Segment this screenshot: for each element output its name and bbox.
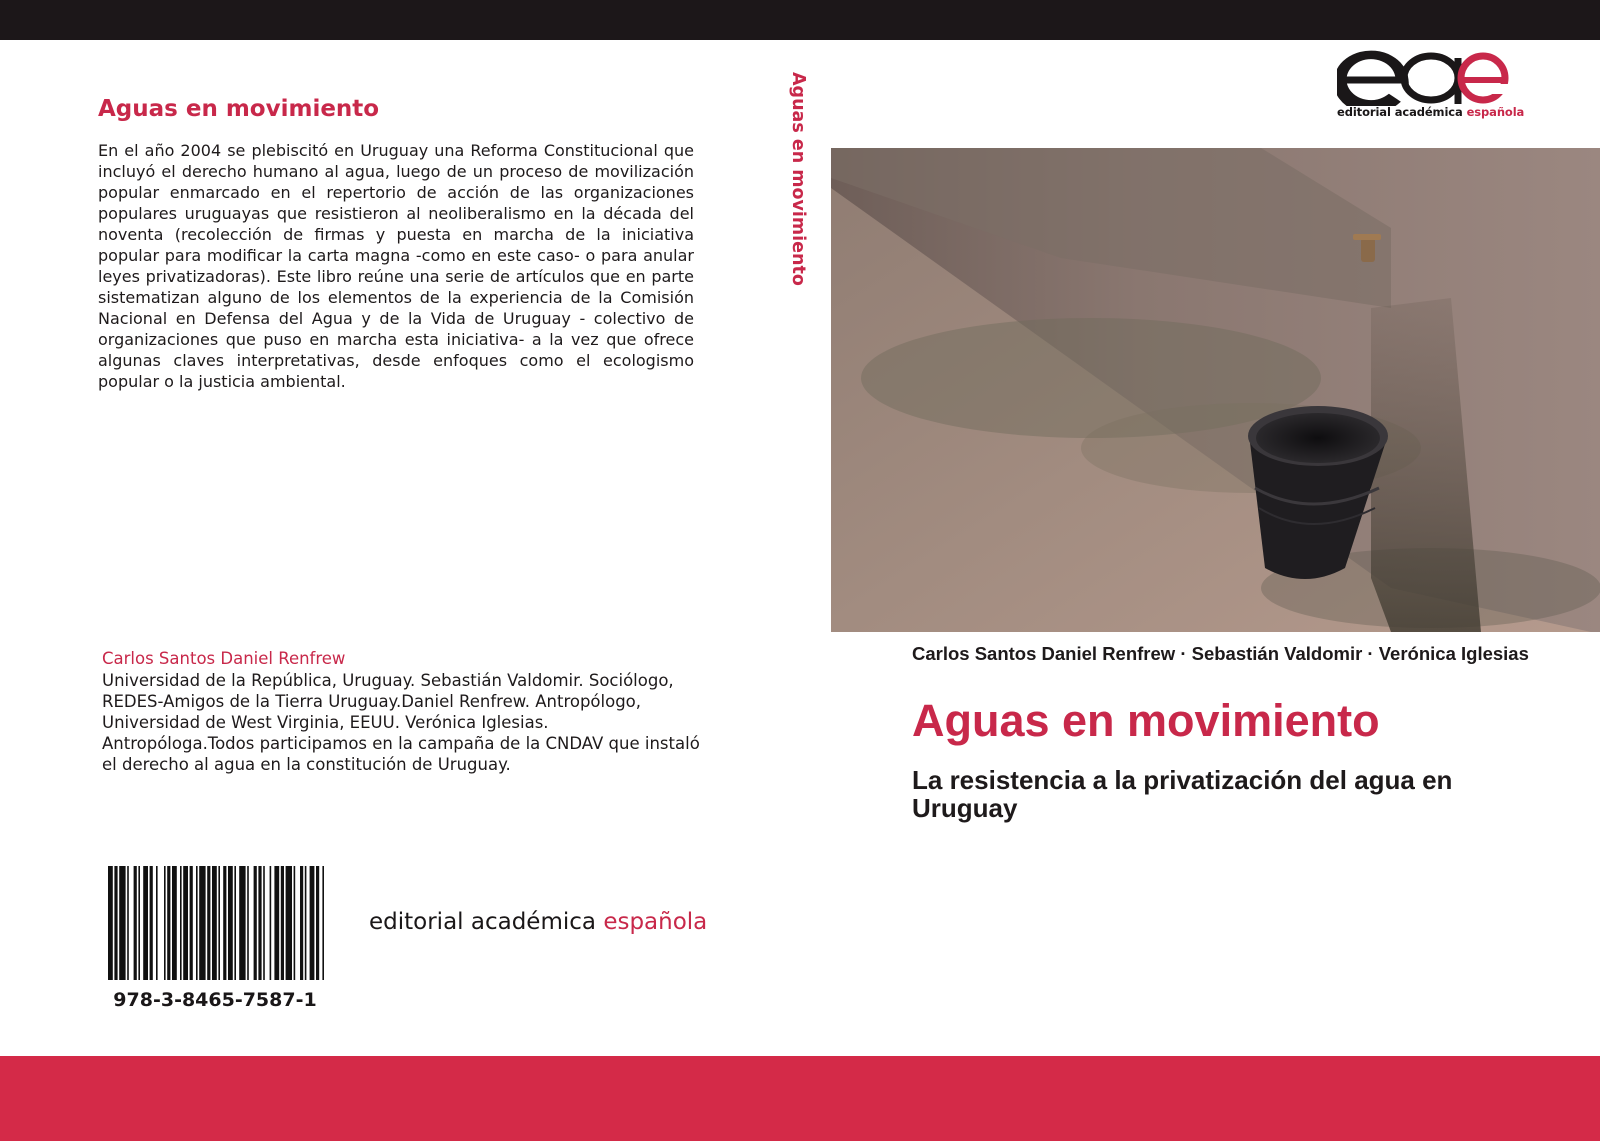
barcode-bar [164, 866, 166, 980]
barcode-bar [119, 866, 125, 980]
logo-caption [1337, 105, 1525, 119]
barcode-bar [310, 866, 315, 980]
barcode-bar [322, 866, 324, 980]
barcode-bar [134, 866, 137, 980]
logo-caption-accent: española [1466, 105, 1525, 119]
barcode-icon [108, 866, 326, 980]
publisher-name-main: editorial académica [369, 909, 604, 935]
barcode-bar [234, 866, 236, 980]
barcode-bar [223, 866, 226, 980]
barcode-bar [274, 866, 279, 980]
back-cover-title: Aguas en movimiento [98, 96, 380, 122]
barcode-bar [281, 866, 284, 980]
barcode-bar [156, 866, 158, 980]
barcode-bar [207, 866, 210, 980]
barcode-bar [183, 866, 188, 980]
barcode-bar [150, 866, 153, 980]
front-title: Aguas en movimiento [912, 695, 1380, 746]
logo-letter-a [1404, 56, 1458, 100]
barcode-bar [172, 866, 177, 980]
barcode-bar [247, 866, 249, 980]
barcode-bar [180, 866, 182, 980]
publisher-name-accent: española [603, 909, 708, 935]
barcode-bar [300, 866, 303, 980]
front-subtitle: La resistencia a la privatización del agua en Uruguay [912, 765, 1453, 823]
spine-title: Aguas en movimiento [788, 72, 808, 286]
cover-photo [831, 148, 1600, 632]
barcode-bar [143, 866, 148, 980]
barcode-bar [127, 866, 129, 980]
barcode-bar [254, 866, 257, 980]
barcode-bar [218, 866, 220, 980]
bottom-band [0, 1056, 1600, 1141]
back-cover-blurb: En el año 2004 se plebiscitó en Uruguay una Reforma Constitucional que incluyó el derecho humano al agua, luego de un proceso de movilización popular enmarcado en el repertorio de acción de las organizaciones populares uruguayas que resistieron al neoliberalismo en la década del noventa (recolección de firmas y puesta en marcha de la iniciativa popular para modificar la carta magna -como en este caso- o para anular leyes privatizadoras). Este libro reúne una serie de artículos que en parte sistematizan alguno de los elementos de la experiencia de la Comisión Nacional en Defensa del Agua y de la Vida de Uruguay - colectivo de organizaciones que puso en marcha esta iniciativa- a la vez que ofrece algunas claves interpretativas, desde enfoques como el ecologismo popular o la justicia ambiental. [98, 141, 694, 391]
barcode-bar [305, 866, 307, 980]
barcode-bar [239, 866, 245, 980]
barcode-bar [212, 866, 217, 980]
isbn-number: 978-3-8465-7587-1 [113, 989, 317, 1011]
author-bio-text: Universidad de la República, Uruguay. Sebastián Valdomir. Sociólogo, REDES-Amigos de la Tierra Uruguay.Daniel Renfrew. Antropólogo, Universidad de West Virginia, EEUU. Verónica Iglesias. Antropóloga.Todos participamos en la campaña de la CNDAV que instaló el derecho al agua en la constitución de Uruguay. [102, 671, 700, 774]
barcode-bar [228, 866, 233, 980]
author-bio-name: Carlos Santos Daniel Renfrew [102, 649, 346, 668]
barcode-bar [138, 866, 140, 980]
barcode-bar [199, 866, 205, 980]
barcode-bar [294, 866, 296, 980]
barcode-bar [190, 866, 193, 980]
barcode-bar [286, 866, 292, 980]
barcode-bar [258, 866, 261, 980]
barcode-bar [316, 866, 319, 980]
top-band [0, 0, 1600, 40]
barcode-bar [270, 866, 272, 980]
barcode-bar [114, 866, 117, 980]
logo-caption-main: editorial académica [1337, 105, 1467, 119]
barcode-bar [196, 866, 198, 980]
faucet-icon [1361, 238, 1375, 262]
front-authors: Carlos Santos Daniel Renfrew · Sebastián Valdomir · Verónica Iglesias [912, 643, 1529, 664]
barcode-bar [263, 866, 265, 980]
logo-letter-e1 [1337, 54, 1405, 106]
barcode-bar [167, 866, 170, 980]
publisher-name [369, 909, 707, 935]
barcode-bar [108, 866, 113, 980]
